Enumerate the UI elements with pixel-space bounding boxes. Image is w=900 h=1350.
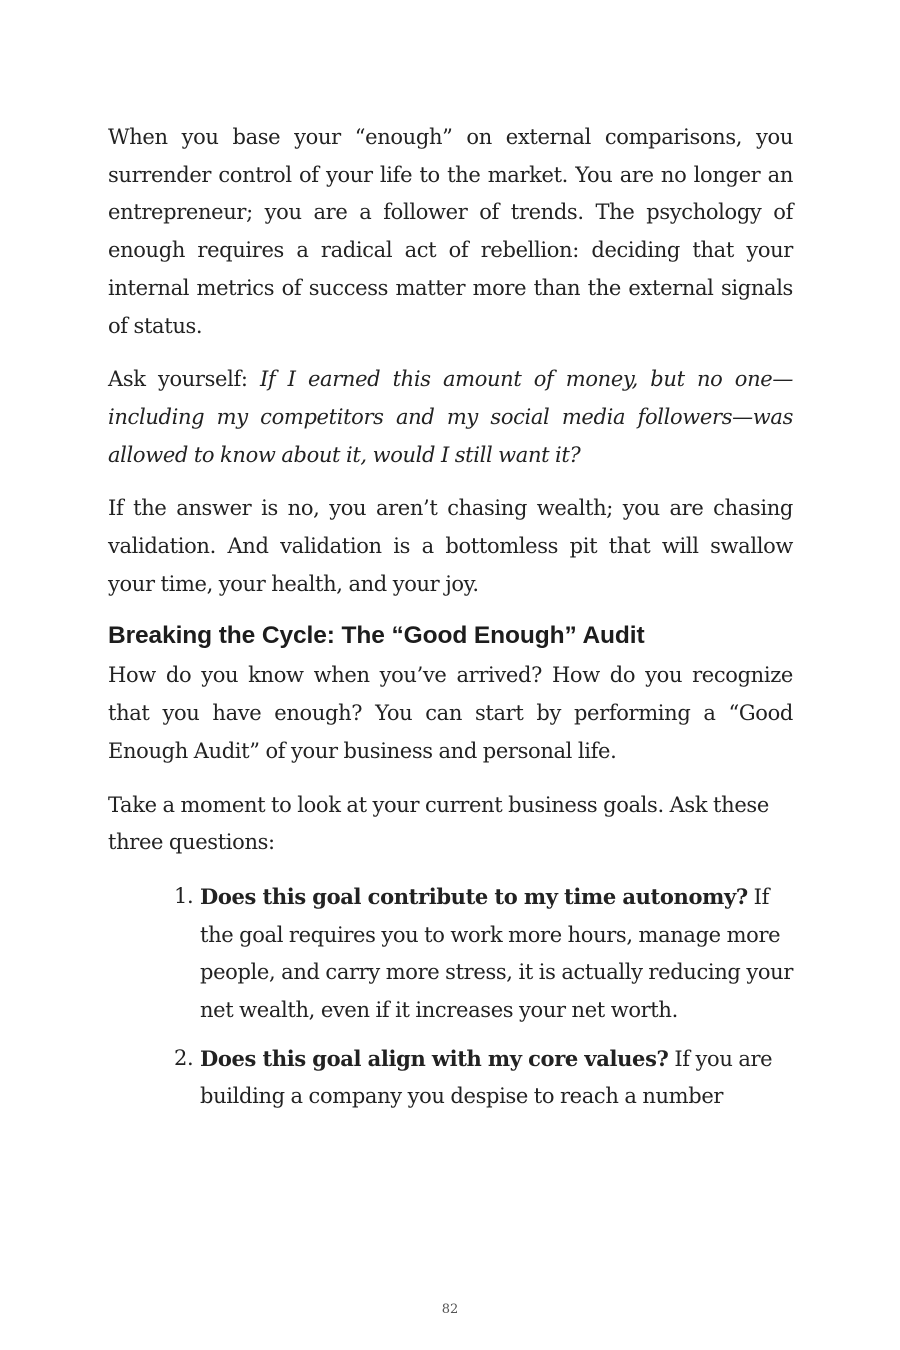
paragraph-validation: If the answer is no, you aren’t chasing wealth; you are chasing validation. And validation is a bottomless pit that will swallow your time, your health, and your joy. <box>108 496 793 596</box>
list-item-question: Does this goal contribute to my time autonomy? <box>200 883 748 909</box>
list-item-question: Does this goal align with my core values? <box>200 1045 669 1071</box>
paragraph-ask-yourself <box>108 361 793 474</box>
ask-yourself-lead: Ask yourself: <box>108 367 260 392</box>
section-heading: Breaking the Cycle: The “Good Enough” Audit <box>108 622 645 650</box>
list-item-number: 1. <box>174 883 194 908</box>
ask-yourself-question: If I earned this amount of money, but no one—including my competitors and my social media followers—was allowed to know about it, would I still want it? <box>108 367 793 467</box>
questions-list <box>108 878 793 1116</box>
paragraph-three-questions: Take a moment to look at your current business goals. Ask these three questions: <box>108 792 769 855</box>
paragraph-arrived: How do you know when you’ve arrived? How do you recognize that you have enough? You can start by performing a “Good Enough Audit” of your business and personal life. <box>108 663 793 763</box>
page-content <box>108 119 793 1126</box>
list-item-text: If you are building a company you despise to reach a number <box>200 1046 773 1109</box>
paragraph-external-comparisons: When you base your “enough” on external comparisons, you surrender control of your life to the market. You are no longer an entrepreneur; you are a follower of trends. The psychology of enough requires a radical act of rebellion: deciding that your internal metrics of success matter more than the external signals of status. <box>108 125 793 338</box>
list-item-number: 2. <box>174 1045 194 1070</box>
list-item <box>174 878 794 1030</box>
list-item <box>174 1040 793 1116</box>
list-item-text: If the goal requires you to work more hours, manage more people, and carry more stress, it is actually reducing your net wealth, even if it increases your net worth. <box>200 884 794 1023</box>
page-number: 82 <box>441 1302 459 1317</box>
